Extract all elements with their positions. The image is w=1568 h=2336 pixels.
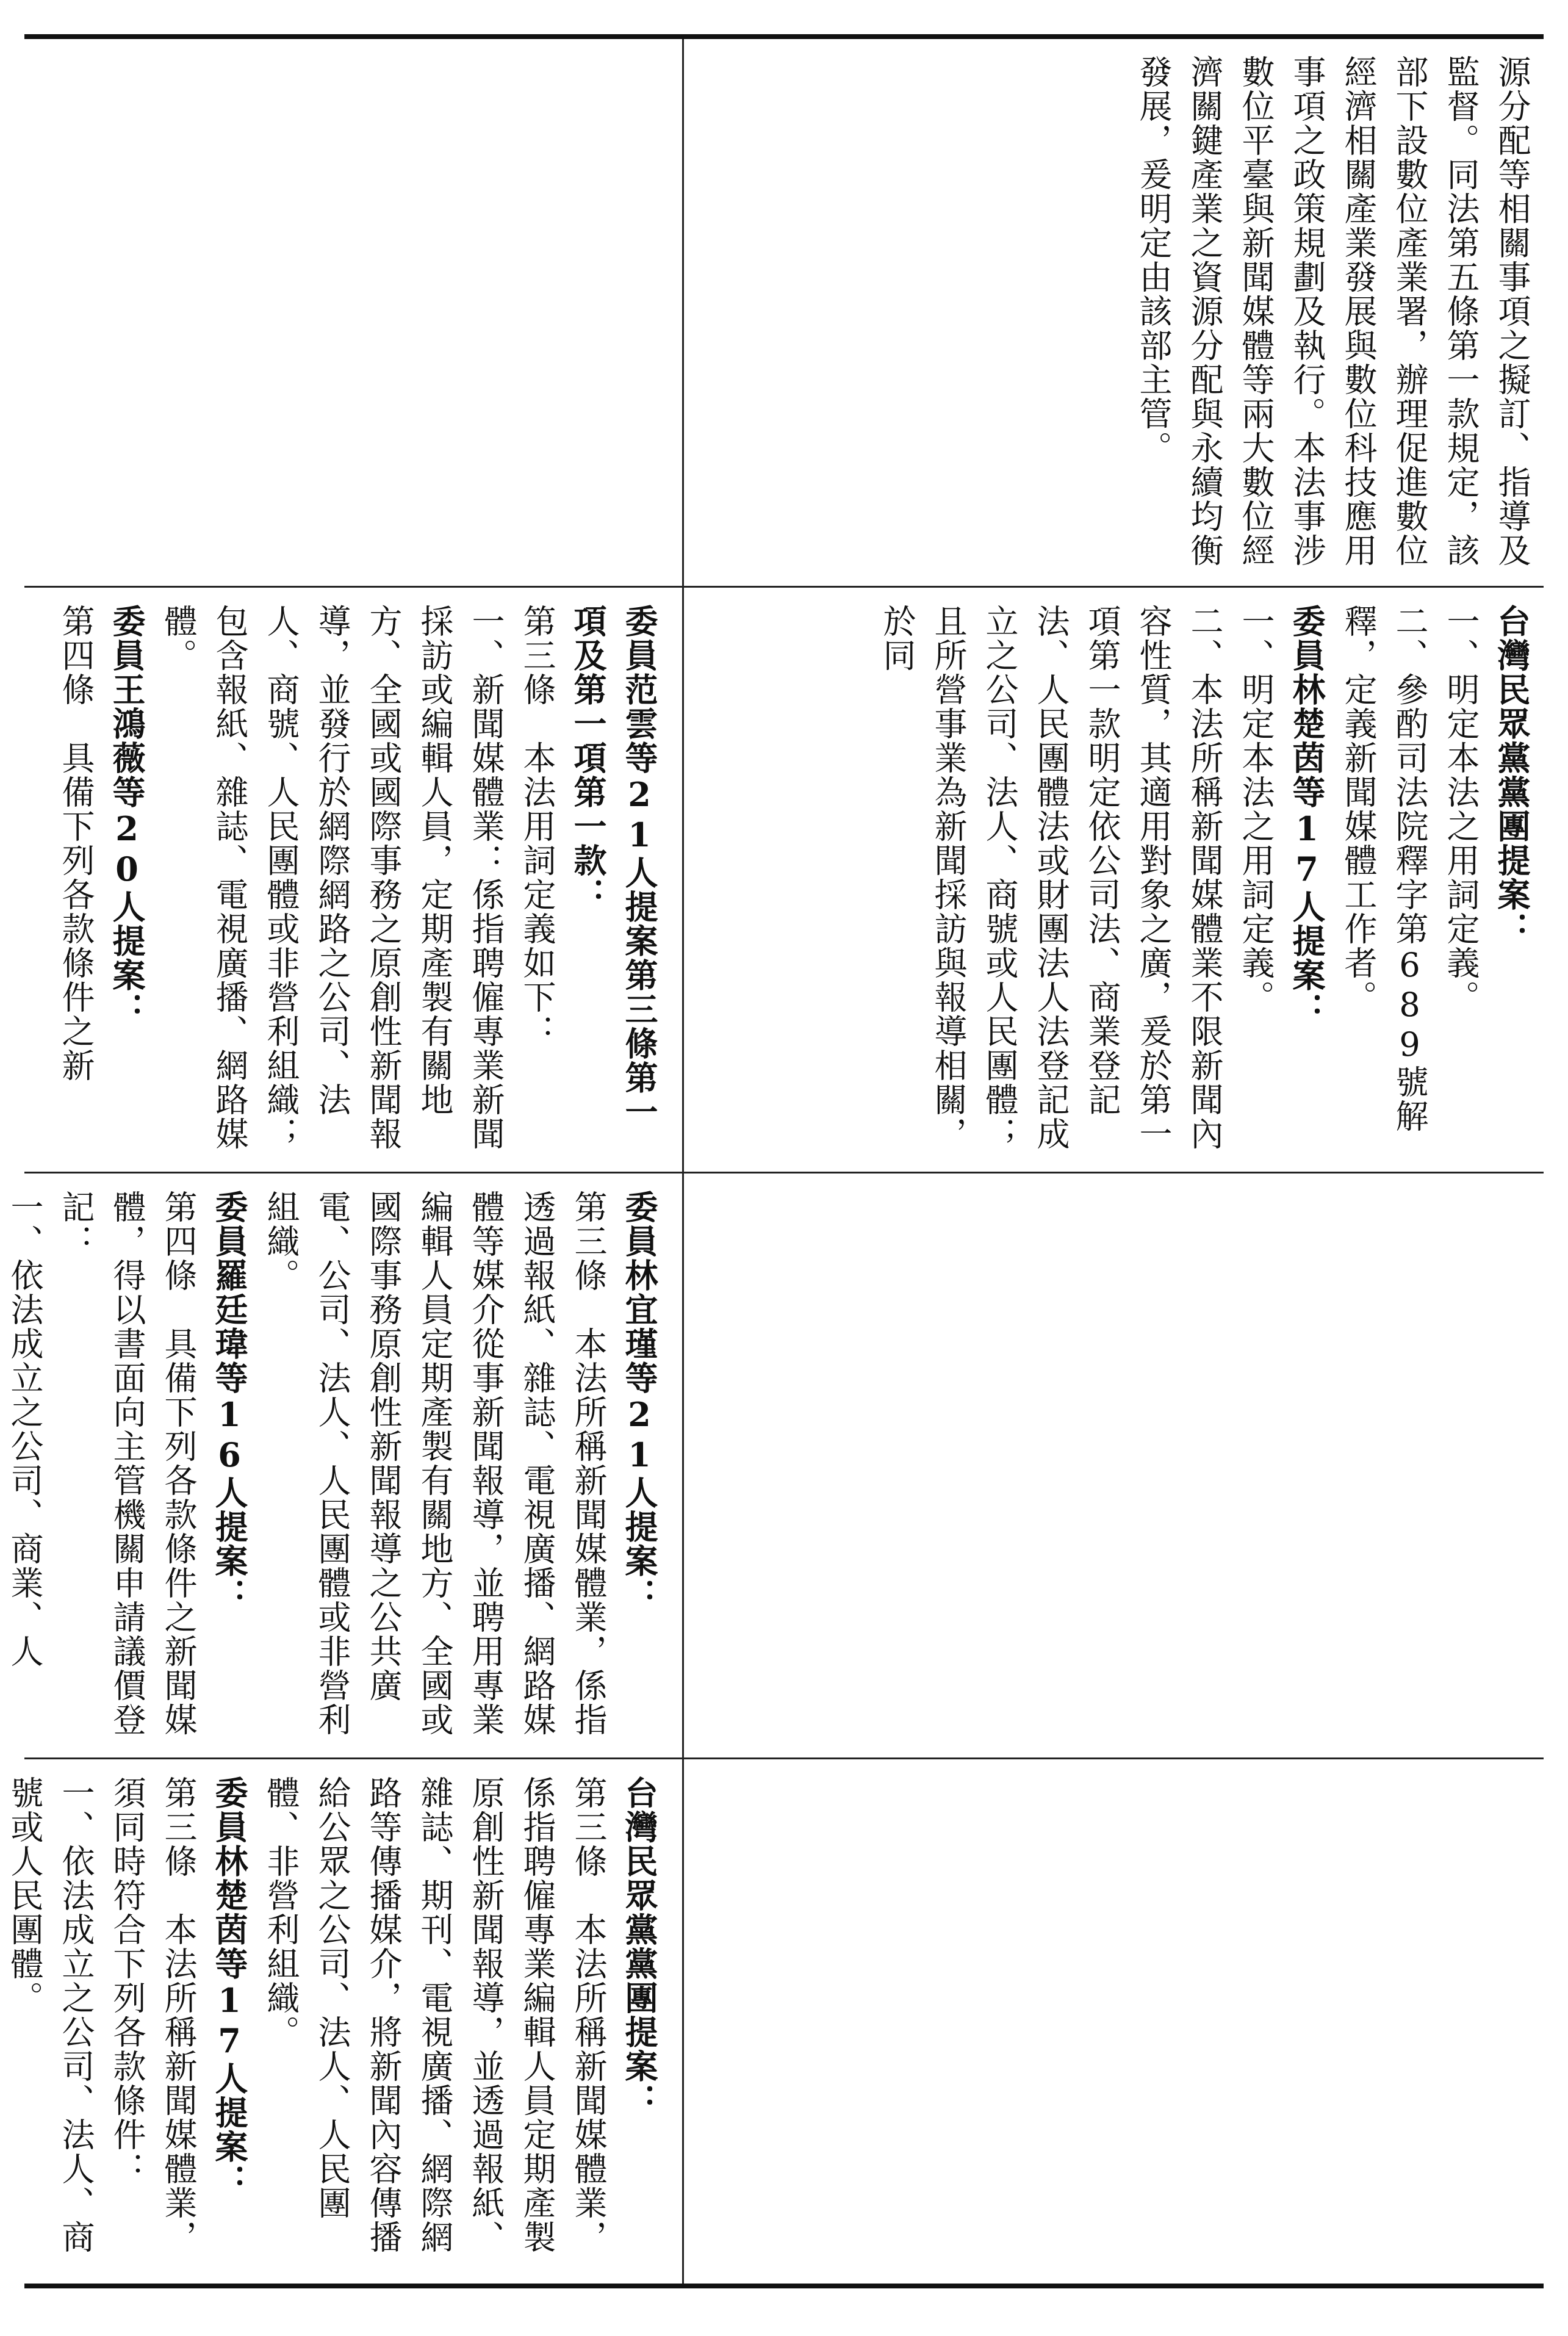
proposal-item: 二、本法所稱新聞媒體業不限新聞內容性質，其適用對象之廣，爰於第一項第一款明定依公司法、商業登記法、人民團體法或財團法人法登記成立之公司、法人、商號或人民團體；且所營事業為新聞採訪與報導相關，於同 [878, 604, 1224, 1151]
article-text: 第四條 具備下列各款條件之新 [57, 604, 95, 1083]
bottom-rule [24, 2284, 1544, 2288]
proposal-heading: 委員范雲等21人提案第三條第一項及第一項第一款： [569, 604, 659, 1129]
continuation-paragraph: 源分配等相關事項之擬訂、指導及監督。同法第五條第一款規定，該部下設數位產業署，辦理促進數位經濟相關產業發展與數位科技應用事項之政策規劃及執行。本法事涉數位平臺與新聞媒體等兩大數位經濟關鍵產業之資源分配與永續均衡發展，爰明定由該部主管。 [1134, 55, 1531, 568]
row-divider [24, 1172, 1544, 1173]
column-divider [682, 39, 684, 2284]
proposal-item: 二、參酌司法院釋字第689號解釋，定義新聞媒體工作者。 [1339, 604, 1429, 1133]
proposal-heading: 委員羅廷瑋等16人提案： [210, 1190, 249, 1612]
proposal-heading: 台灣民眾黨黨團提案： [620, 1776, 659, 2118]
proposal-heading: 委員林宜瑾等21人提案： [620, 1190, 659, 1612]
proposal-item: 一、明定本法之用詞定義。 [1237, 604, 1275, 1014]
proposal-heading: 委員王鴻薇等20人提案： [107, 604, 146, 1026]
article-text: 第三條 本法所稱新聞媒體業，係指透過報紙、雜誌、電視廣播、網路媒體等媒介從事新聞報導，並聘用專業編輯人員定期產製有關地方、全國或國際事務原創性新聞報導之公共廣電、公司、法人、人民團體或非營利組織。 [262, 1190, 608, 1737]
proposal-heading: 委員林楚茵等17人提案： [210, 1776, 249, 2198]
article-text: 第三條 本法所稱新聞媒體業，係指聘僱專業編輯人員定期產製原創性新聞報導，並透過報紙、雜誌、期刊、電視廣播、網際網路等傳播媒介，將新聞內容傳播給公眾之公司、法人、人民團體、非營利組織。 [262, 1776, 608, 2254]
top-rule [24, 34, 1544, 39]
continuation-text [702, 55, 1537, 568]
proposal-item: 一、明定本法之用詞定義。 [1442, 604, 1480, 1014]
proposals-block-left-3 [5, 1776, 665, 2276]
proposal-heading: 委員林楚茵等17人提案： [1287, 604, 1326, 1026]
proposal-heading: 台灣民眾黨黨團提案： [1492, 604, 1531, 946]
proposals-block-left-1 [31, 604, 665, 1153]
proposals-block-right-1 [702, 604, 1537, 1153]
article-item: 一、新聞媒體業：係指聘僱專業新聞採訪或編輯人員，定期產製有關地方、全國或國際事務之原創性新聞報導，並發行於網際網路之公司、法人、商號、人民團體或非營利組織；包含報紙、雜誌、電視廣播、網路媒體。 [159, 604, 505, 1151]
article-text: 第四條 具備下列各款條件之新聞媒體，得以書面向主管機關申請議價登記： [57, 1190, 198, 1737]
article-text: 第三條 本法所稱新聞媒體業，須同時符合下列各款條件： [108, 1776, 198, 2254]
proposals-block-left-2 [5, 1190, 665, 1739]
row-divider [24, 586, 1544, 588]
row-divider [24, 1757, 1544, 1759]
article-item: 一、依法成立之公司、商業、人 [5, 1190, 44, 1668]
article-item: 一、依法成立之公司、法人、商號或人民團體。 [5, 1776, 95, 2254]
article-text: 第三條 本法用詞定義如下： [518, 604, 556, 1048]
